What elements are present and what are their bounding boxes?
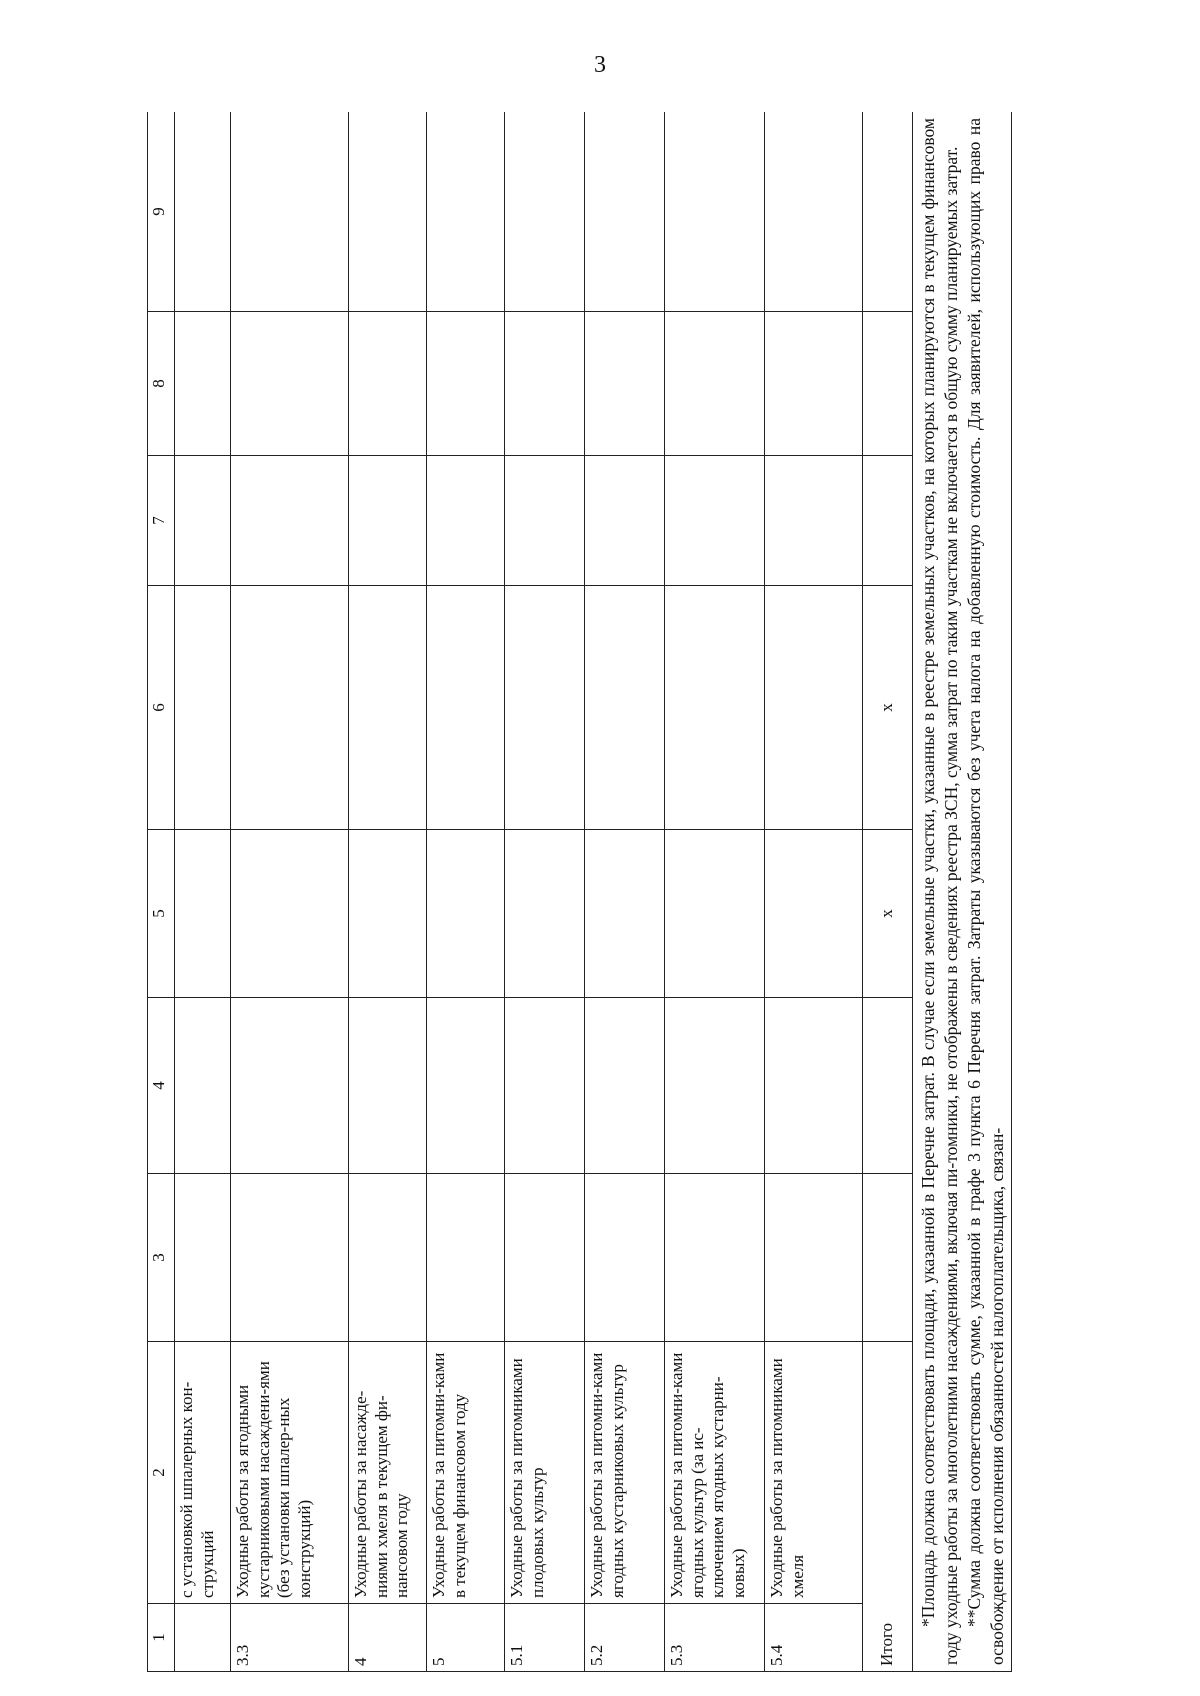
header-cell: 5	[148, 830, 175, 998]
total-col6: х	[863, 586, 913, 830]
row-number: 5.1	[505, 1604, 585, 1672]
table-row	[505, 112, 585, 1672]
table-row	[175, 112, 231, 1672]
footnotes	[913, 112, 1012, 1672]
row-number	[175, 1604, 231, 1672]
row-number: 5.2	[585, 1604, 665, 1672]
header-cell: 7	[148, 456, 175, 586]
footnote-second: **Сумма должна соответствовать сумме, указанной в графе 3 пункта 6 Перечня затрат. Затраты указываются без учета налога на добавленную стоимость. Для заявителей, использующих право на освобождение от исполнения обязанностей налогоплательщика, связан-	[964, 118, 1008, 1665]
header-cell: 9	[148, 112, 175, 312]
header-cell: 4	[148, 998, 175, 1174]
header-cell: 6	[148, 586, 175, 830]
row-name: Уходные работы за питомни-ками ягодных кустарниковых культур	[585, 1342, 665, 1604]
total-col5: х	[863, 830, 913, 998]
header-cell: 3	[148, 1174, 175, 1342]
row-number: 4	[349, 1604, 427, 1672]
footnote-row	[913, 112, 1012, 1672]
row-name: Уходные работы за питомниками плодовых культур	[505, 1342, 585, 1604]
header-cell: 8	[148, 312, 175, 456]
footnote-first: *Площадь должна соответствовать площади, указанной в Перечне затрат. В случае если земельные участки, указанные в реестре земельных участков, на которых планируются в текущем финансовом году уходные работы за многолетними насаждениями, включая пи-томники, не отображены в сведениях реестра ЗСН, сумма затрат по таким участкам не включается в общую сумму планируемых затрат.	[918, 118, 962, 1665]
total-label: Итого	[863, 1342, 913, 1672]
row-name: Уходные работы за питомни-ками в текущем финансовом году	[427, 1342, 505, 1604]
row-number: 5.3	[665, 1604, 765, 1672]
row-name: с установкой шпалерных кон-струкций	[175, 1342, 231, 1604]
table-row	[585, 112, 665, 1672]
table-header-row	[148, 112, 175, 1672]
row-name: Уходные работы за насажде-ниями хмеля в текущем фи-нансовом году	[349, 1342, 427, 1604]
row-number: 3.3	[231, 1604, 349, 1672]
row-name: Уходные работы за ягодными кустарниковыми насаждени-ями (без установки шпалер-ных конструкций)	[231, 1342, 349, 1604]
table-row	[665, 112, 765, 1672]
page-number: 3	[594, 52, 606, 78]
rotated-page-area	[147, 112, 1077, 1672]
table-row	[427, 112, 505, 1672]
total-row	[863, 112, 913, 1672]
row-number: 5.4	[765, 1604, 863, 1672]
table-row	[765, 112, 863, 1672]
table-row	[231, 112, 349, 1672]
row-number: 5	[427, 1604, 505, 1672]
landscape-content	[147, 112, 1077, 1672]
header-cell: 1	[148, 1604, 175, 1672]
row-name: Уходные работы за питомни-ками ягодных культур (за ис-ключением ягодных кустарни-ковых)	[665, 1342, 765, 1604]
cost-table	[147, 112, 1012, 1672]
row-name: Уходные работы за питомниками хмеля	[765, 1342, 863, 1604]
header-cell: 2	[148, 1342, 175, 1604]
table-row	[349, 112, 427, 1672]
